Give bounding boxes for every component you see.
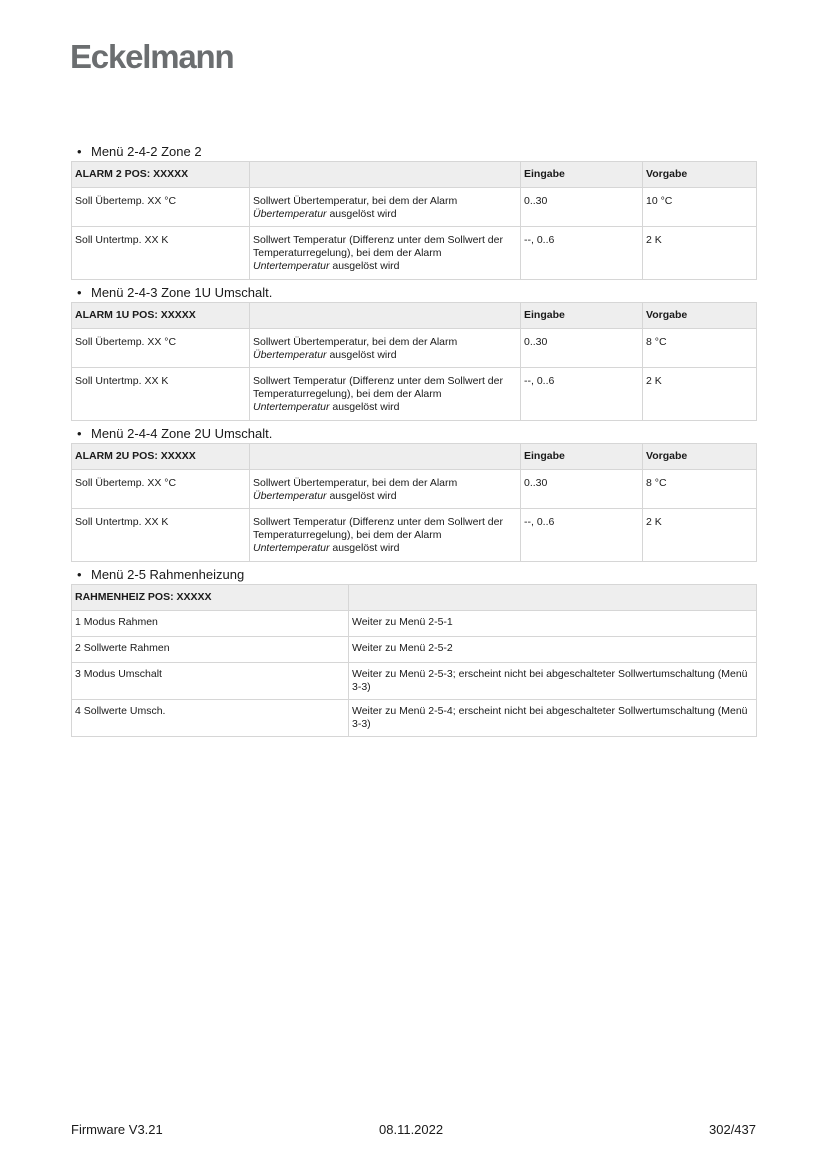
table-header-cell: Eingabe [521,162,643,188]
bullet-icon: • [77,285,82,300]
table-header-cell: Eingabe [521,444,643,470]
menu-item-name: 3 Modus Umschalt [72,663,349,700]
param-input: --, 0..6 [521,227,643,280]
param-name: Soll Übertemp. XX °C [72,188,250,227]
table-header-cell [250,162,521,188]
table-row [72,227,757,280]
table-row [72,663,757,700]
param-default: 2 K [643,227,757,280]
param-default: 8 °C [643,329,757,368]
param-desc: Sollwert Temperatur (Differenz unter dem Sollwert der Temperaturregelung), bei dem der Alarm Untertemperatur ausgelöst wird [250,227,521,280]
section-title: • Menü 2-4-3 Zone 1U Umschalt. [77,285,273,300]
table-header-cell: Eingabe [521,303,643,329]
table-header-cell: Vorgabe [643,303,757,329]
param-name: Soll Übertemp. XX °C [72,470,250,509]
table-header-cell [250,444,521,470]
param-input: 0..30 [521,188,643,227]
page-content [71,143,756,741]
table-row [72,368,757,421]
param-name: Soll Untertmp. XX K [72,227,250,280]
table-header-cell: RAHMENHEIZ POS: XXXXX [72,585,349,611]
firmware-version: Firmware V3.21 [71,1122,163,1137]
bullet-icon: • [77,144,82,159]
param-desc: Sollwert Übertemperatur, bei dem der Alarm Übertemperatur ausgelöst wird [250,188,521,227]
param-input: 0..30 [521,329,643,368]
param-name: Soll Übertemp. XX °C [72,329,250,368]
table-header-cell: ALARM 2U POS: XXXXX [72,444,250,470]
menu-item-name: 1 Modus Rahmen [72,611,349,637]
table-row [72,700,757,737]
table-row [72,509,757,562]
table-row [72,329,757,368]
table-header-cell [349,585,757,611]
bullet-icon: • [77,567,82,582]
param-input: 0..30 [521,470,643,509]
section-title: • Menü 2-4-2 Zone 2 [77,144,202,159]
table-header-row [72,303,757,329]
param-name: Soll Untertmp. XX K [72,368,250,421]
param-desc: Sollwert Temperatur (Differenz unter dem Sollwert der Temperaturregelung), bei dem der Alarm Untertemperatur ausgelöst wird [250,509,521,562]
param-desc: Sollwert Übertemperatur, bei dem der Alarm Übertemperatur ausgelöst wird [250,470,521,509]
alarm-table [71,302,757,421]
param-input: --, 0..6 [521,368,643,421]
param-default: 2 K [643,368,757,421]
table-row [72,470,757,509]
alarm-table [71,161,757,280]
table-header-cell [250,303,521,329]
menu-item-name: 2 Sollwerte Rahmen [72,637,349,663]
section-title: • Menü 2-4-4 Zone 2U Umschalt. [77,426,273,441]
page-number: 302/437 [709,1122,756,1137]
table-header-row [72,444,757,470]
bullet-icon: • [77,426,82,441]
param-desc: Sollwert Übertemperatur, bei dem der Alarm Übertemperatur ausgelöst wird [250,329,521,368]
table-header-row [72,162,757,188]
menu-item-desc: Weiter zu Menü 2-5-1 [349,611,757,637]
menu-item-name: 4 Sollwerte Umsch. [72,700,349,737]
param-input: --, 0..6 [521,509,643,562]
table-header-cell: ALARM 1U POS: XXXXX [72,303,250,329]
param-default: 10 °C [643,188,757,227]
table-row [72,637,757,663]
param-name: Soll Untertmp. XX K [72,509,250,562]
section-title: • Menü 2-5 Rahmenheizung [77,567,245,582]
menu-item-desc: Weiter zu Menü 2-5-3; erscheint nicht bei abgeschalteter Sollwertumschaltung (Menü 3-3) [349,663,757,700]
table-row [72,611,757,637]
eckelmann-logo: Eckelmann [70,38,234,75]
table-header-cell: Vorgabe [643,162,757,188]
param-default: 2 K [643,509,757,562]
param-default: 8 °C [643,470,757,509]
alarm-table [71,443,757,562]
table-header-row [72,585,757,611]
table-header-cell: Vorgabe [643,444,757,470]
table-header-cell: ALARM 2 POS: XXXXX [72,162,250,188]
menu-table [71,584,757,737]
param-desc: Sollwert Temperatur (Differenz unter dem Sollwert der Temperaturregelung), bei dem der Alarm Untertemperatur ausgelöst wird [250,368,521,421]
document-date: 08.11.2022 [379,1122,444,1137]
menu-item-desc: Weiter zu Menü 2-5-2 [349,637,757,663]
table-row [72,188,757,227]
menu-item-desc: Weiter zu Menü 2-5-4; erscheint nicht bei abgeschalteter Sollwertumschaltung (Menü 3-3) [349,700,757,737]
